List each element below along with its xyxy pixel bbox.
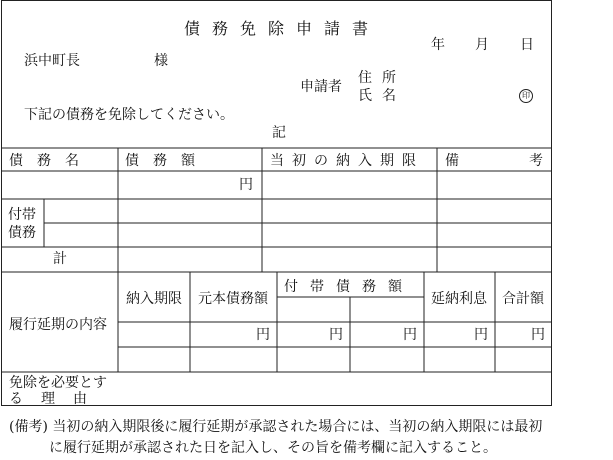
incidental-debt-label: 付帯債務 xyxy=(8,207,36,241)
address-label: 住所 xyxy=(358,70,406,86)
footnote xyxy=(9,417,561,459)
header-initial-due: 当初の納入期限 xyxy=(270,153,424,169)
yen-unit-principal: 円 xyxy=(256,327,270,343)
date-month-label: 月 xyxy=(475,37,489,53)
name-label: 氏名 xyxy=(358,88,406,104)
honorific-label: 様 xyxy=(154,53,168,69)
ki-label: 記 xyxy=(272,125,286,141)
footnote-line-1: (備考) 当初の納入期限後に履行延期が承認された場合には、当初の納入期限には最初 xyxy=(9,419,543,435)
deferral-label: 履行延期の内容 xyxy=(9,317,107,333)
applicant-label: 申請者 xyxy=(300,79,342,95)
deferral-header-total-amount: 合計額 xyxy=(502,291,544,307)
reason-label-line2: る理由 xyxy=(9,391,105,407)
yen-unit-incidental-2: 円 xyxy=(403,327,417,343)
deferral-header-delay-interest: 延納利息 xyxy=(431,291,487,307)
deferral-header-principal: 元本債務額 xyxy=(198,291,268,307)
yen-unit-delay-interest: 円 xyxy=(474,327,488,343)
date-year-label: 年 xyxy=(431,37,445,53)
header-remarks: 備考 xyxy=(445,153,613,169)
deferral-header-payment-due: 納入期限 xyxy=(126,291,182,307)
total-label: 計 xyxy=(53,251,67,267)
form-title: 債務免除申請書 xyxy=(184,19,381,38)
date-day-label: 日 xyxy=(520,37,534,53)
header-debt-amount: 債務額 xyxy=(125,153,209,169)
yen-unit-incidental-1: 円 xyxy=(329,327,343,343)
deferral-header-incidental-debt: 付帯債務額 xyxy=(284,279,414,295)
recipient-label: 浜中町長 xyxy=(24,53,80,69)
yen-unit-total-amount: 円 xyxy=(531,327,545,343)
footnote-line-2: に履行延期が承認された日を記入し、その旨を備考欄に記入すること。 xyxy=(49,440,497,456)
yen-unit-debt-amount: 円 xyxy=(239,177,253,193)
reason-label-line1: 免除を必要とす xyxy=(9,375,107,391)
application-form-frame xyxy=(1,0,552,406)
seal-icon: 印 xyxy=(519,89,533,103)
request-sentence: 下記の債務を免除してください。 xyxy=(24,107,234,123)
header-debt-name: 債務名 xyxy=(9,153,93,169)
